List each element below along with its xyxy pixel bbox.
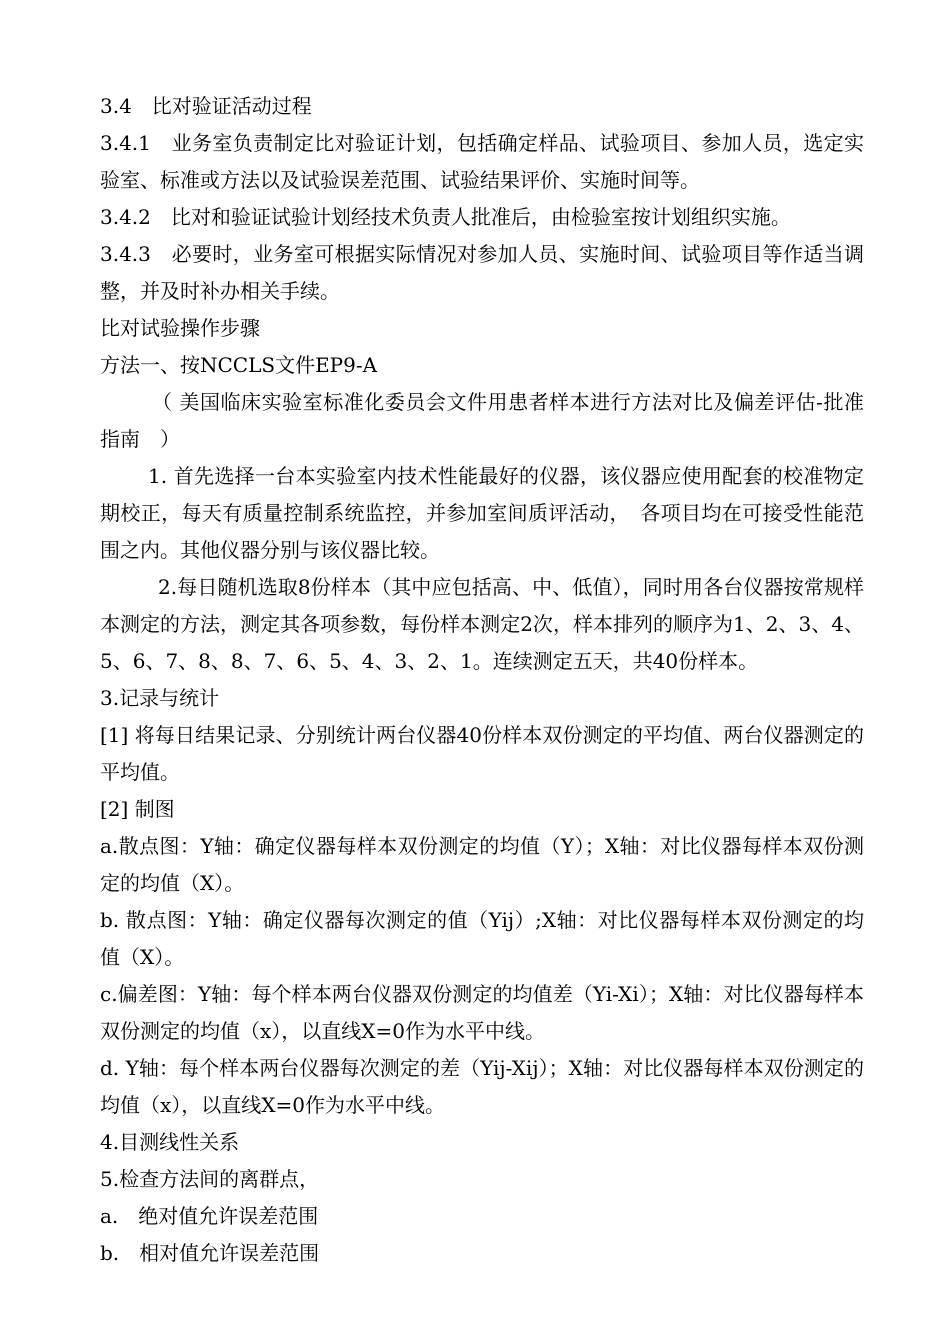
method-one-note: （ 美国临床实验室标准化委员会文件用患者样本进行方法对比及偏差评估-批准指南 ） (100, 390, 864, 451)
chart-item-c: c.偏差图：Y轴：每个样本两台仪器双份测定的均值差（Yi-Xi）；X轴：对比仪器每样本双份测定的均值（x），以直线X=0作为水平中线。 (100, 982, 864, 1043)
chart-item-b: b. 散点图：Y轴：确定仪器每次测定的值（Yij）;X轴：对比仪器每样本双份测定的均值（X）。 (100, 908, 864, 969)
chart-item-a: a.散点图：Y轴：确定仪器每样本双份测定的均值（Y）；X轴：对比仪器每样本双份测定的均值（X）。 (100, 834, 864, 895)
step-5-item-a: a. 绝对值允许误差范围 (100, 1204, 319, 1228)
procedure-heading: 比对试验操作步骤 (100, 316, 260, 340)
step-1: 1. 首先选择一台本实验室内技术性能最好的仪器，该仪器应使用配套的校准物定期校正，每天有质量控制系统监控，并参加室间质评活动， 各项目均在可接受性能范围之内。其他仪器分别与该仪器比较。 (100, 464, 864, 562)
step-2: 2.每日随机选取8份样本（其中应包括高、中、低值），同时用各台仪器按常规样本测定的方法，测定其各项参数，每份样本测定2次，样本排列的顺序为1、2、3、4、5、6、7、8、8、7、6、5、4、3、2、1。连续测定五天，共40份样本。 (100, 575, 864, 673)
chart-item-d: d. Y轴：每个样本两台仪器每次测定的差（Yij-Xij）；X轴：对比仪器每样本双份测定的均值（x），以直线X=0作为水平中线。 (100, 1056, 864, 1117)
paragraph-3-4-1: 3.4.1 业务室负责制定比对验证计划，包括确定样品、试验项目、参加人员，选定实验室、标准或方法以及试验误差范围、试验结果评价、实施时间等。 (100, 131, 864, 192)
paragraph-3-4-3: 3.4.3 必要时，业务室可根据实际情况对参加人员、实施时间、试验项目等作适当调整，并及时补办相关手续。 (100, 242, 864, 303)
step-5-item-b: b. 相对值允许误差范围 (100, 1241, 320, 1265)
document-body (100, 88, 864, 1272)
step-4: 4.目测线性关系 (100, 1130, 240, 1154)
step-3-heading: 3.记录与统计 (100, 686, 220, 710)
method-one-heading: 方法一、按NCCLS文件EP9-A (100, 353, 378, 377)
section-heading: 3.4 比对验证活动过程 (100, 94, 312, 118)
paragraph-3-4-2: 3.4.2 比对和验证试验计划经技术负责人批准后，由检验室按计划组织实施。 (100, 205, 791, 229)
step-3-item-1: [1] 将每日结果记录、分别统计两台仪器40份样本双份测定的平均值、两台仪器测定的平均值。 (100, 723, 864, 784)
step-5: 5.检查方法间的离群点， (100, 1167, 320, 1191)
step-3-item-2: [2] 制图 (100, 797, 175, 821)
